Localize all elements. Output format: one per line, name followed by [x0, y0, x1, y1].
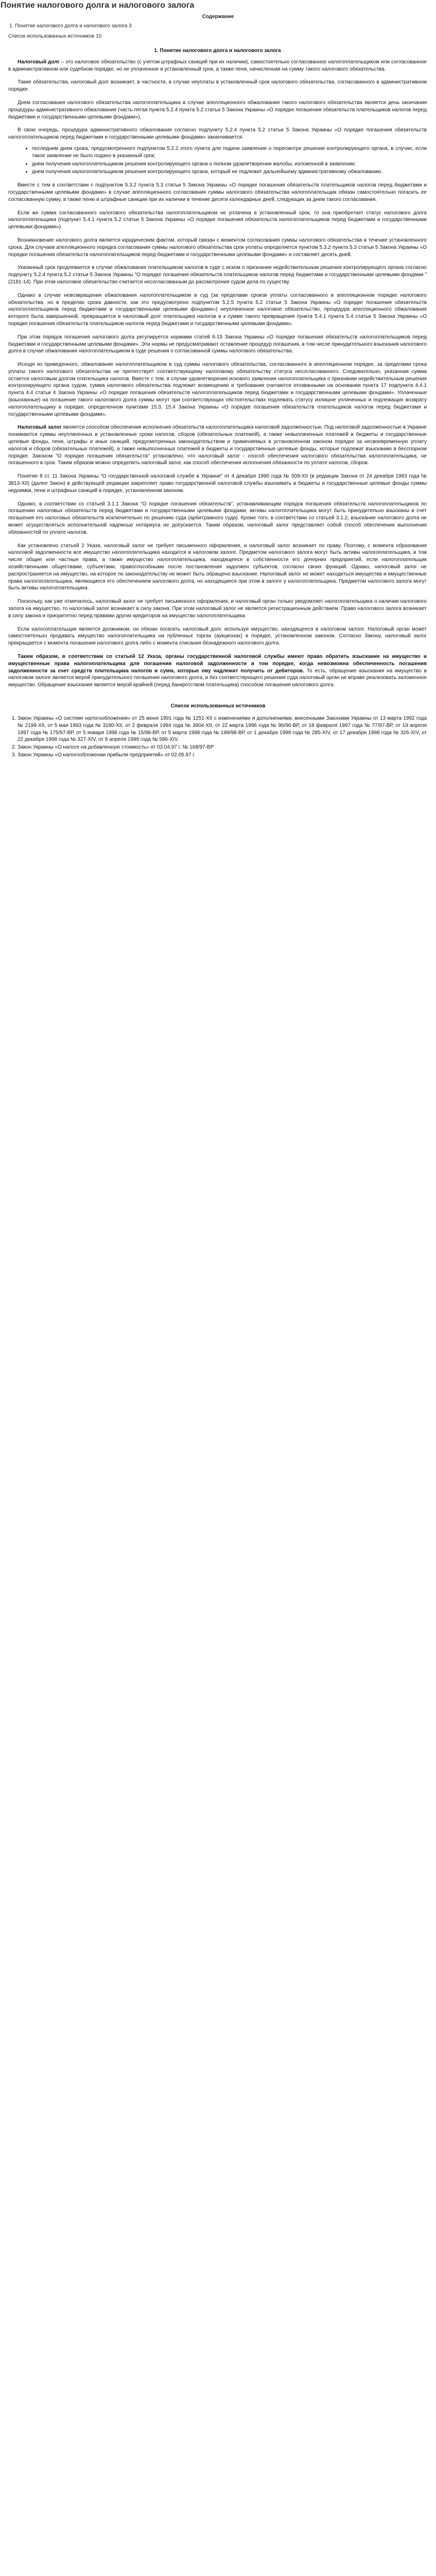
paragraph: Вместе с тем в соответствии с подпунктом 5.3.2 пункта 5.3 статьи 5 Закона Украины «О порядке погашения обязательств плательщиков налогов перед бюджетами и государственными целевыми фондами» в случае апелляционного согласования суммы налогового обязательства налогоплательщик обязан самостоятельно погасить ее согласованную сумму, а также пеню и штрафные санкции при их наличии в течение десяти календарных дней, следующих за днем такого согласования. — [8, 182, 427, 202]
paragraph: Однако, в соответствии со статьей 3.1.1 Закона "О порядке погашения обязательств", устанавливающим порядок погашения обязательств налогоплательщиков по погашению налоговых обязательств перед бюджетами и государственными целевыми фондами, активы налогоплательщика могут быть принудительно взысканы в счет погашения его налоговых обязательств исключительно по решению суда (арбитражного суда). Кроме того, в соответствии со статьей 3.1.2, взыскание налогового долга не может осуществляться исполнительной надписью нотариуса не допускается. Таким образом, налоговый залог представляет собой способ обеспечения выполнения обязанностей по уплате налогов. — [8, 501, 427, 535]
term-tax-debt: Налоговый долг — [18, 59, 60, 65]
paragraph: Понятие 8 ст. 11 Закона Украины "О государственной налоговой службе в Украине" от 4 декабря 1990 года № 509-ХII (в редакции Закона от 24 декабря 1993 года № 3813-ХII) (далее Закон) в действующей редакции закрепляет право государственной налоговой службы взыскивать в бюджеты и государственные целевые фонды суммы недоимки, пени и штрафных санкций в порядке, установленном законом. — [8, 473, 427, 494]
list-item: • днем получения налогоплательщиком решения контролирующего органа, который не подлежит дальнейшему административному обжалованию. — [32, 168, 427, 176]
list-item: • днем получения налогоплательщиком решения контролирующего органа о полном удовлетворении жалобы, изложенной в заявлении; — [32, 161, 427, 168]
paragraph: При этом порядок погашения налогового долга регулируется нормами статей 6-15 Закона Украины «О порядке погашения обязательств налогоплательщиков перед бюджетами и государственными целевыми фондами». Эти нормы не предусматривают оставление процедур погашения, в том числе принудительного взыскания налогового долга в случае обжалования налогоплательщиком в суде решения о согласованной суммы налогового обязательства. — [8, 334, 427, 354]
paragraph — [8, 59, 427, 73]
sources-list — [0, 715, 436, 759]
source-item: 3. Закон Украины «О налогообложении прибыли предприятий» от 02.05.97 г. — [18, 752, 427, 759]
paragraph — [8, 424, 427, 467]
paragraph-text: является способом обеспечения исполнения обязательств налогоплательщика налоговой задолженностью. Под налоговой задолженностью в Украине понимаются суммы неуплаченных в установленные сроки налогов, сборов (обязательных платежей), а также невыплаченных платежей в бюджеты и государственные целевые фонды, пеня, штрафы и иных санкций, предусмотренных законодательством и применяемых в установленном законом порядке за несвоевременную уплату налогов и сборов (обязательных платежей), а также невыполненных платежей в бюджеты и государственные целевые фонды, которые подлежат взысканию в бесспорном порядке. Законом "О порядке погашения обязательств" установлено, что налоговый залог - способ обеспечения налогового обязательства налогоплательщика, не погашенного в срок. Таким образом можно определить налоговый залог, как способ обеспечения исполнения обязанности по уплате налогов, сборов. — [8, 425, 427, 466]
toc-item-section-1[interactable]: 1. Понятие налогового долга и налогового залога 3 — [9, 23, 132, 29]
toc-item-sources[interactable]: Список использованных источников 10 — [8, 33, 102, 39]
paragraph: Поскольку, как уже отмечалось, налоговый залог не требует письменного оформления, и налоговый орган только уведомляет налогоплательщика о наличии налогового залога на имущество, то налоговый залог возникает в силу закона. При этом налоговый залог не является регистрационным действием. Право налогового залога возникает в силу закона и приоритетно перед правами других кредиторов на имущество налогоплательщика. — [8, 599, 427, 619]
source-item: 1. Закон Украины «О системе налогообложения» от 25 июня 1991 года № 1251-XII с изменениями и дополнениями, внесенными Законами Украины от 13 марта 1992 года № 2199-XII, от 5 мая 1993 года № 3180-XII, от 2 февраля 1994 года № 3904-XII, от 22 марта 1996 года № 96/96-ВР, от 18 февраля 1997 года № 77/97-ВР, от 19 апреля 1997 года № 175/97-ВР, от 5 января 1998 года № 15/98-ВР, от 5 марта 1998 года № 199/98-ВР, от 1 декабря 1998 года № 285-XIV, от 17 декабря 1998 года № 326-XIV, от 22 декабря 1998 года № 327-XIV, от 9 апреля 1999 года № 586-XIV. — [18, 715, 427, 743]
paragraph — [8, 653, 427, 689]
paragraph-text: То есть, обращение взыскания на имущество в налоговом залоге является мерой принудительного погашения налогового долга, и без соответствующего решения суда налоговый орган не вправе реализовать заложенное имущество. Обращение взыскания является мерой крайней (перед банкротством плательщика) способом погашения налогового долга. — [8, 668, 427, 688]
list-item: • последним днем срока, предусмотренного подпунктом 5.2.2 этого пункта для подачи заявления о пересмотре решения контролирующего органа, в случае, если такое заявление не было подано в указанный срок; — [32, 145, 427, 160]
article-body — [0, 47, 436, 689]
paragraph: Однако в случае невозвращения обжалования налогоплательщиком в суд (за пределами сроков уплаты согласованного в апелляционном порядке налогового обязательства, но в пределах срока давности, как это предусмотрено подпунктом 5.2.5 пункта 5.2 статьи 5 Закона Украины «О порядке погашения обязательств налогоплательщиков перед бюджетами и государственными целевыми фондами») неуплаченное налоговое обязательство, процедура апелляционного обжалования которого была завершенной, превращается в налоговый долг плательщика налогов и к сумме такого превращения пункта 5.4.1 пункта 5.4 статьи 5 Закона Украины «О порядке погашения обязательств плательщиков налогов перед бюджетами и государственными целевыми фондами». — [8, 292, 427, 327]
paragraph: В свою очередь, процедура административного обжалования согласно подпункту 5.2.4 пункта 5.2 статьи 5 Закона Украины «О порядке погашения обязательств налогоплательщиков перед бюджетами и государственными целевыми фондами» заканчивается: — [8, 127, 427, 141]
term-tax-lien: Налоговый залог — [18, 425, 62, 431]
sources-heading: Список использованных источников — [170, 703, 266, 709]
paragraph: Указанный срок продлевается в случае обжалования плательщиком налогов в суде с иском о признании недействительным решения контролирующего органа согласно подпункту 5.2.4 пункта 5.2 статьи 5 Закона Украины "О порядке погашения обязательств плательщиков налогов перед бюджетами и государственными целевыми фондами " (2181-14). При этом налоговое обязательство считается несогласованным до рассмотрения судом дела по существу. — [8, 265, 427, 285]
toc-heading: Содержание — [202, 14, 234, 20]
paragraph: Возникновение налогового долга является юридическим фактом, который связан с моментом согласования суммы налогового обязательства в течение установленного срока. Для случаев апелляционного порядка согласования суммы налогового обязательства срок уплаты определяется пунктом 5.3.2 пункта 5.3 статьи 5 Закона Украины «О порядке погашения обязательств налогоплательщиков перед бюджетами и государственными целевыми фондами» и составляет десять дней. — [8, 237, 427, 258]
source-item: 2. Закон Украины «О налоге на добавленную стоимость» от 03.04.97 г. № 168/97-ВР — [18, 744, 427, 751]
paragraph: Днем согласования налогового обязательства налогоплательщика в случае апелляционного обжалования такого налогового обязательства является день окончания процедуры административного обжалования (часть пятая пункта 5.2.4 пункта 5.2 статьи 5 Закона Украины «О порядке погашения обязательств плательщиков налогов перед бюджетами и государственными целевыми фондами»). — [8, 99, 427, 120]
page-title: Понятие налогового долга и налогового залога — [1, 1, 195, 10]
paragraph: Если налогоплательщик является должником, он обязан погасить налоговый долг, используя имущество, находящееся в налоговом залоге. Налоговый орган может самостоятельно продавать имущество налогоплательщика на публичных торгах (аукционах) в порядке, установленном законом. Согласно Закону, налоговый залог прекращается с момента погашения налогового долга либо с момента списания безнадежного налогового долга. — [8, 626, 427, 647]
bold-conclusion: Таким образом, в соответствии со статьей 12 Указа, органы государственной налоговой службы имеют право обратить взыскание на имущество и имущественные права налогоплательщика для погашения налоговой задолженности в том порядке, когда невозможна обеспеченность погашения задолженности за счет средств плательщика налогов и сумм, которые ему надлежит получить от дебиторов. — [8, 653, 427, 674]
paragraph: Такие обязательства, налоговый долг возникает, в частности, в случае неуплаты в установленный срок налогового обязательства, согласованного в административном порядке. — [8, 79, 427, 93]
bullet-list — [8, 145, 427, 176]
paragraph: Как установлено статьей 2 Указа, налоговый залог не требует письменного оформления, и налоговый залог возникает по праву. Поэтому, с момента образования налоговой задолженности все имущество налогоплательщика находится в налоговом залоге. Предметом налогового залога могут быть активы налогоплательщика, в том числе общие или частные права, а также имущество налогоплательщика, находящееся в собственности его дочерних предприятий, если налогоплательщик хозяйственными обществами, субъектами, правоспособными после постановления задолжен субъектов, согласно своих функций. Однако, налоговый залог не распространяется на имущество, на которое по законодательству не может быть обращено взыскание. Налоговый залог не может находиться имущества и имущественные права налогоплательщика, являющиеся его обеспечением налогового долга, но находящиеся при этом в залоге у налогоплательщика. Предметом налогового залога могут быть активы налогоплательщика. — [8, 543, 427, 591]
paragraph: Если же сумма согласованного налогового обязательства налогоплательщиком не уплачена в установленный срок, то она приобретает статус налогового долга налогоплательщика (подпункт 5.4.1 пункта 5.2 статьи 5 Закона Украины «О порядке погашения обязательств налогоплательщиков перед бюджетами и государственными целевыми фондами»). — [8, 210, 427, 230]
paragraph-text: – это налоговое обязательство (с учетом штрафных санкций при их наличии), самостоятельно согласованное налогоплательщиком или согласованное в административном или судебном порядке, но не уплаченное в установленный срок, а также пеня, начисленная на сумму такого налогового обязательства. — [8, 59, 427, 72]
section-heading: 1. Понятие налогового долга и налогового залога — [154, 48, 281, 54]
table-of-contents — [0, 14, 436, 39]
paragraph: Исходя из приведенного, обжалование налогоплательщиком в суд суммы налогового обязательства, согласованного в апелляционном порядке, за пределами срока уплаты такого налогового обязательства не препятствует соответствующему налоговому обязательству статуса несогласованного. Следовательно, указанная сумма остается налоговым долгом плательщика налогов. Вместе с тем, в случае удовлетворения искового заявления налогоплательщика о признании недействительным решения контролирующего органа судом, сумма налогового обязательства подлежит возмещению и требования считаются отозванными на основании пункта 17 подпункта 4.4.1 пункта 4.4 статьи 4 Закона Украины «О порядке погашения обязательств налогоплательщиков перед бюджетами и государственными целевыми фондами». Уплаченные (взысканные) на погашение такого налогового долга суммы могут при соответствующих обстоятельствах подлежать статусу излишне уплаченных и подлежащих возврату налогоплательщику в порядке, определенном пунктами 15.3, 15.4 Закона Украины «О порядке погашения обязательств плательщиков налогов перед бюджетами и государственными целевыми фондами». — [8, 362, 427, 417]
